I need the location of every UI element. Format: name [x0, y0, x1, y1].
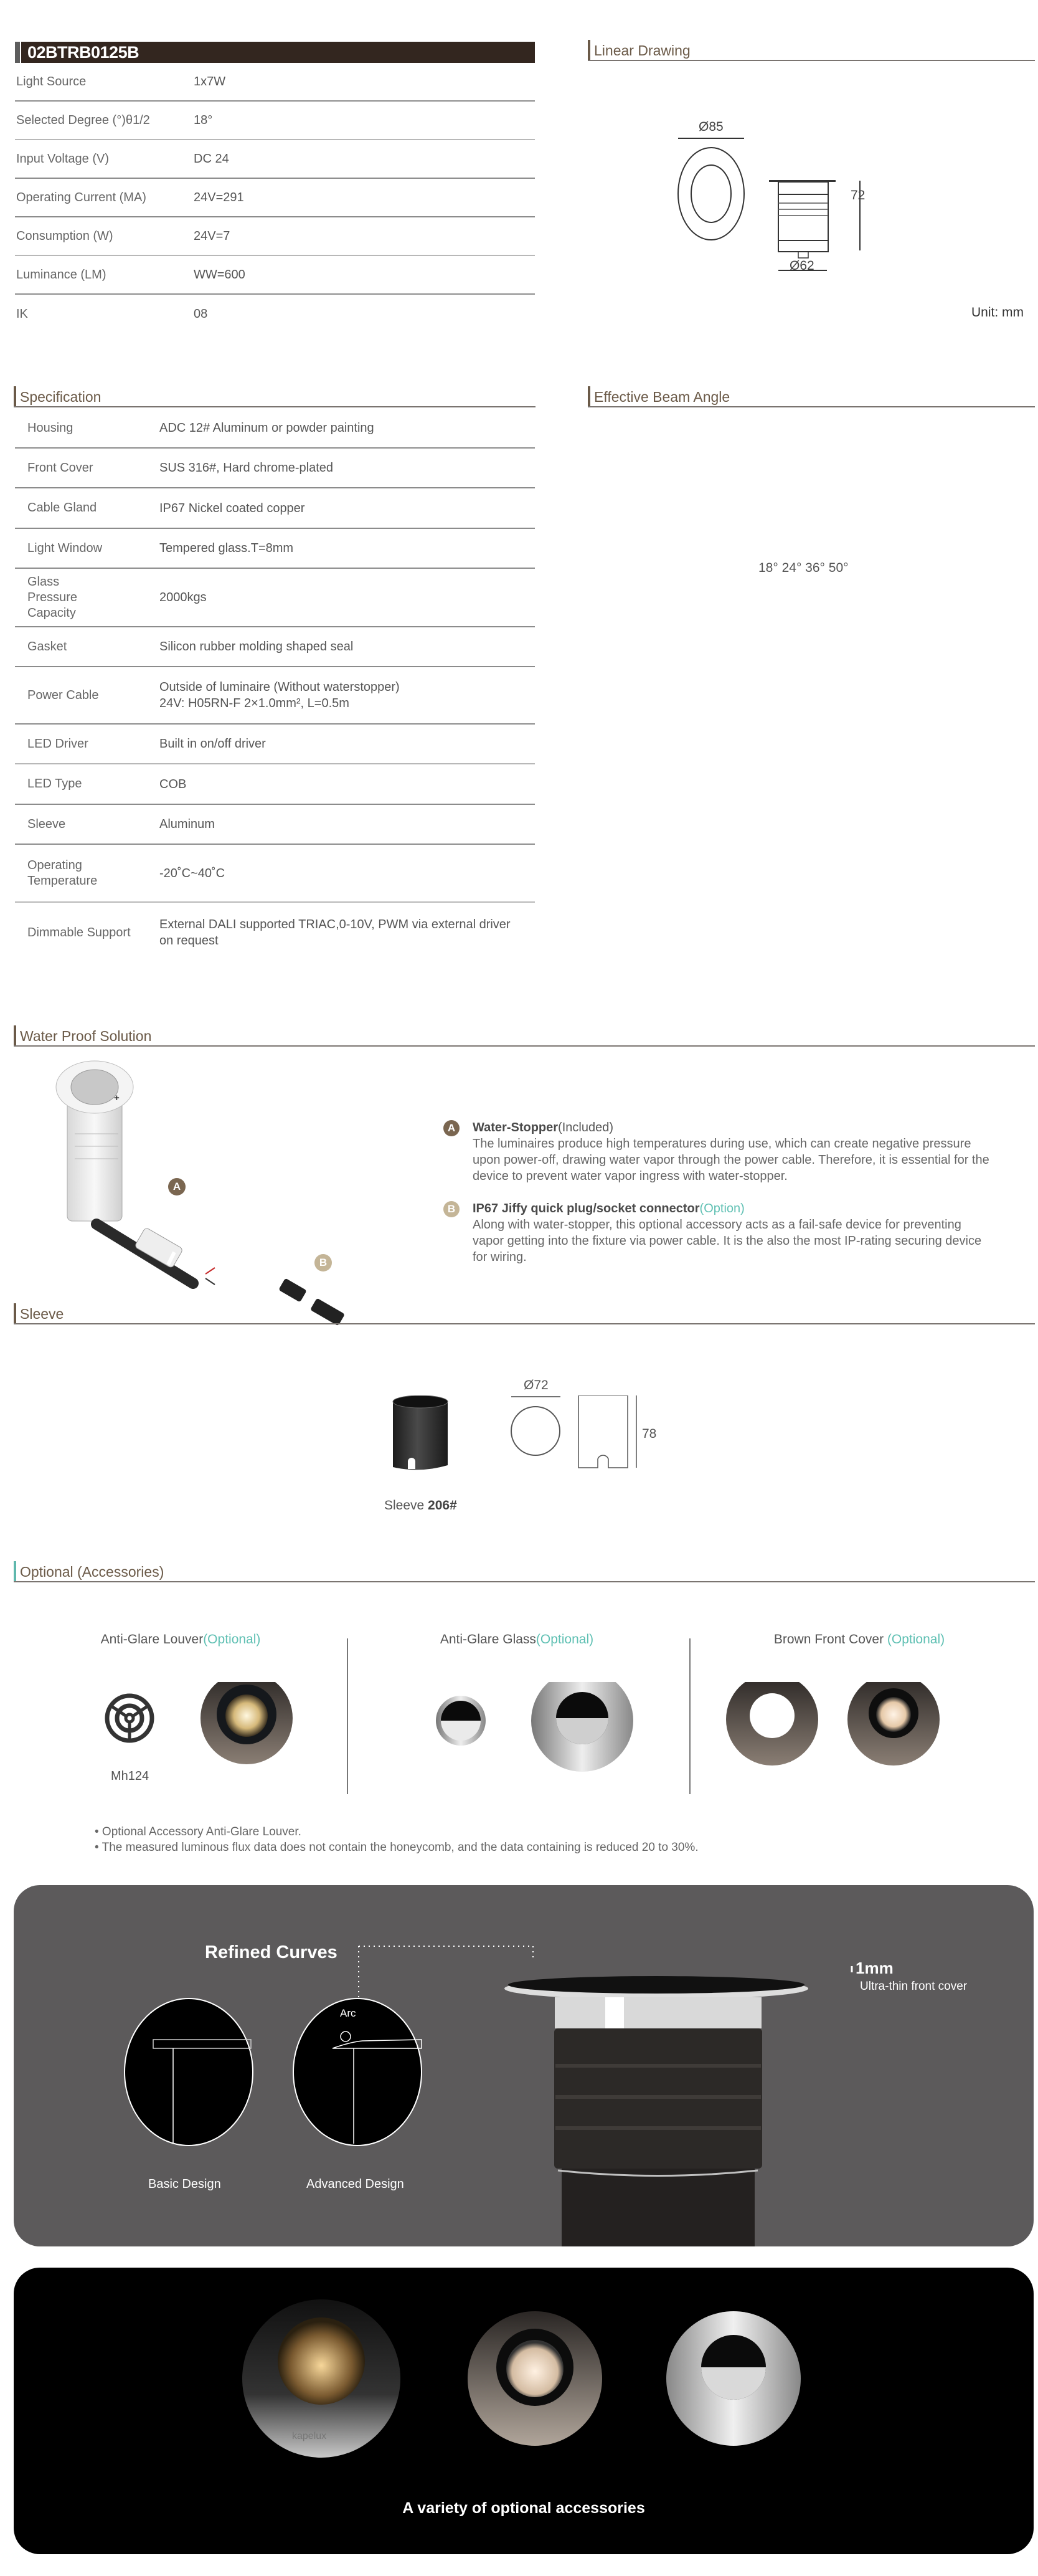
spec-label: Light Source [16, 74, 87, 88]
refined-curves-diagram [14, 1885, 1034, 2246]
section-accent [14, 386, 16, 406]
model-header [15, 42, 535, 63]
specification-table [15, 409, 535, 962]
spec-value: 18° [194, 113, 213, 127]
spec-value: 24V=291 [194, 190, 244, 204]
item-heading [473, 1200, 991, 1217]
section-title-text: Optional (Accessories) [20, 1564, 164, 1580]
spec-row [15, 569, 535, 627]
spec-row [15, 845, 535, 903]
showcase-caption: A variety of optional accessories [402, 2499, 645, 2517]
spec-value: 1x7W [194, 74, 226, 88]
model-header-accent [15, 42, 21, 63]
sleeve-diameter-label: Ø72 [524, 1378, 549, 1392]
badge-a-icon: A [443, 1120, 460, 1136]
sleeve-model: 206# [428, 1498, 457, 1513]
badge-a: A [168, 1178, 186, 1195]
front-cover-outline [678, 148, 744, 240]
louver-installed-image [201, 1682, 293, 1764]
cable-plus-label: + [114, 1093, 120, 1103]
spec-value: DC 24 [194, 151, 229, 166]
top-diameter-label: Ø85 [699, 120, 724, 134]
spec-label: Input Voltage (V) [16, 151, 109, 166]
refined-curves-title: Refined Curves [205, 1942, 337, 1962]
spec-value: WW=600 [194, 267, 245, 282]
spec-value: -20˚C~40˚C [159, 866, 225, 880]
spec-value: SUS 316#, Hard chrome-plated [159, 461, 334, 475]
louver-part-number: Mh124 [111, 1769, 149, 1783]
accessory-tag: (Optional) [887, 1632, 945, 1647]
sleeve-top-view [511, 1407, 560, 1455]
spec-label: LED Driver [27, 736, 88, 751]
accessory-notes [95, 1824, 699, 1855]
spec-row [15, 256, 535, 295]
brand-mark: kapelux [292, 2431, 327, 2441]
spec-label: Dimmable Support [27, 925, 131, 939]
accessory-name: Anti-Glare Glass [440, 1632, 536, 1647]
spec-value: 24V=7 [194, 229, 230, 243]
spec-label: Cable Gland [27, 501, 97, 515]
sleeve-title [14, 1305, 1035, 1324]
accessory-name: Anti-Glare Louver [100, 1632, 204, 1647]
spec-label: Selected Degree (°)θ1/2 [16, 113, 150, 127]
linear-drawing-title [588, 41, 1035, 61]
luminaire-window [71, 1070, 118, 1105]
callout-dotted-line [359, 1946, 533, 1961]
spec-label: Operating Temperature [27, 858, 98, 888]
accessory-tag: (Optional) [203, 1632, 261, 1647]
spec-value: Tempered glass.T=8mm [159, 541, 294, 555]
item-description: The luminaires produce high temperatures during use, which can create negative pressure upon power-off, drawing water vapor through the power cable. Therefore, it is essential for the device to prevent water vapor ingress with water-stopper. [473, 1137, 989, 1183]
section-title-text: Sleeve [20, 1306, 64, 1322]
spec-row [15, 805, 535, 845]
section-accent [14, 1303, 16, 1323]
advanced-design-label: Advanced Design [306, 2177, 404, 2191]
item-name: IP67 Jiffy quick plug/socket connector [473, 1202, 700, 1215]
basic-design-circle [125, 1999, 253, 2146]
spec-row [15, 488, 535, 529]
accessory-name: Brown Front Cover [773, 1632, 887, 1647]
item-description: Along with water-stopper, this optional accessory acts as a fail-safe device for preventing vapor getting into the fixture via power cable. It is the also the most IP-rating securing device for wiring. [473, 1218, 982, 1264]
section-title-text: Specification [20, 389, 101, 405]
spec-row [15, 63, 535, 102]
louver-mh124-image [107, 1696, 152, 1741]
spec-label: Gasket [27, 639, 67, 654]
sleeve-diagram [386, 1395, 672, 1476]
height-label: 72 [851, 188, 866, 202]
spec-row [15, 179, 535, 217]
spec-label: Operating Current (MA) [16, 190, 146, 204]
showcase-brown-fixture [468, 2311, 602, 2446]
linear-drawing-diagram [660, 118, 922, 274]
note-item: • Optional Accessory Anti-Glare Louver. [95, 1825, 301, 1838]
sleeve-height-label: 78 [642, 1427, 657, 1441]
spec-row [15, 764, 535, 805]
spec-row [15, 627, 535, 667]
spec-label: Sleeve [27, 817, 66, 831]
thickness-caption: Ultra-thin front cover [860, 1980, 968, 1993]
side-body [778, 182, 828, 252]
spec-row [15, 725, 535, 764]
beam-angle-title [588, 387, 1035, 407]
spec-value-line2: 24V: H05RN-F 2×1.0mm², L=0.5m [159, 696, 349, 710]
spec-label: Luminance (LM) [16, 267, 106, 282]
sleeve-caption [384, 1498, 457, 1513]
accessory-tag: (Optional) [536, 1632, 594, 1647]
sleeve-body [393, 1402, 448, 1470]
spec-label: LED Type [27, 777, 82, 791]
thickness-value: 1mm [856, 1959, 894, 1977]
spec-row [15, 529, 535, 569]
spec-label: Glass Pressure Capacity [27, 574, 78, 620]
accessory-title-louver [62, 1632, 299, 1647]
glass-installed-image [531, 1682, 633, 1772]
section-accent [588, 40, 590, 60]
waterproof-item-a [443, 1119, 991, 1184]
spec-row [15, 667, 535, 725]
sleeve-notch [408, 1458, 415, 1469]
badge-b: B [314, 1254, 332, 1271]
spec-row [15, 449, 535, 488]
section-accent [14, 1025, 16, 1045]
badge-b-icon: B [443, 1201, 460, 1217]
section-title-text: Water Proof Solution [20, 1028, 152, 1044]
brown-cover-installed-image [847, 1682, 940, 1766]
product-photo [504, 1976, 808, 2246]
waterproof-illustration [50, 1059, 374, 1327]
arc-label: Arc [340, 2007, 356, 2019]
spec-value: 2000kgs [159, 591, 207, 604]
spec-row [15, 295, 535, 333]
accessory-title-brown-cover [735, 1632, 984, 1647]
spec-value-group [159, 679, 535, 711]
spec-value: Outside of luminaire (Without waterstopper) [159, 680, 400, 694]
red-wire [205, 1268, 215, 1274]
refined-curves-panel [14, 1885, 1034, 2246]
item-heading [473, 1119, 991, 1136]
spec-label: IK [16, 307, 28, 321]
spec-label: Light Window [27, 541, 103, 555]
sleeve-rim [393, 1395, 448, 1408]
section-title-text: Linear Drawing [594, 42, 691, 59]
section-accent [588, 386, 590, 406]
plug-connector [278, 1278, 307, 1302]
section-accent [14, 1561, 16, 1581]
model-number: 02BTRB0125B [27, 42, 139, 62]
beam-angle-values: 18° 24° 36° 50° [758, 561, 849, 575]
brown-cover-image [726, 1682, 818, 1766]
spec-value: ADC 12# Aluminum or powder painting [159, 421, 374, 435]
item-tag: (Option) [699, 1202, 745, 1215]
sleeve-caption-prefix: Sleeve [384, 1498, 428, 1513]
unit-label: Unit: mm [971, 305, 1024, 320]
note-item: • The measured luminous flux data does not contain the honeycomb, and the data containing is reduced 20 to 30%. [95, 1841, 699, 1854]
waterproof-title [14, 1027, 1035, 1047]
accessory-title-glass [399, 1632, 635, 1647]
spec-value: COB [159, 777, 187, 791]
sleeve-side-view [578, 1395, 628, 1468]
light-window-outline [691, 165, 731, 222]
spec-value: Aluminum [159, 817, 215, 831]
waterproof-item-b [443, 1200, 991, 1265]
bottom-diameter-label: Ø62 [790, 259, 814, 273]
spec-value: Built in on/off driver [159, 737, 266, 751]
spec-label: Front Cover [27, 460, 93, 475]
spec-value: Silicon rubber molding shaped seal [159, 640, 354, 654]
advanced-design-circle [293, 1999, 422, 2146]
spec-value: IP67 Nickel coated copper [159, 501, 305, 515]
spec-row [15, 217, 535, 256]
accessory-images [100, 1682, 971, 1775]
showcase-panel [14, 2268, 1034, 2554]
item-name: Water-Stopper [473, 1121, 559, 1134]
spec-label: Consumption (W) [16, 229, 113, 243]
black-wire [205, 1278, 215, 1285]
basic-specs-table [15, 63, 535, 333]
spec-row [15, 903, 535, 962]
section-title-text: Effective Beam Angle [594, 389, 730, 405]
spec-label: Power Cable [27, 688, 99, 702]
spec-row [15, 140, 535, 179]
spec-row [15, 409, 535, 449]
specification-title [14, 387, 536, 407]
basic-design-label: Basic Design [148, 2177, 221, 2191]
cable-gland [798, 252, 808, 258]
spec-value: External DALI supported TRIAC,0-10V, PWM via external driver on request [159, 918, 511, 948]
anti-glare-glass-image [436, 1696, 486, 1746]
spec-row [15, 102, 535, 140]
spec-value: 08 [194, 307, 208, 321]
accessories-title [14, 1562, 1035, 1582]
spec-label: Housing [27, 421, 73, 435]
item-tag: (Included) [558, 1121, 613, 1134]
showcase-glass-fixture [666, 2311, 801, 2446]
